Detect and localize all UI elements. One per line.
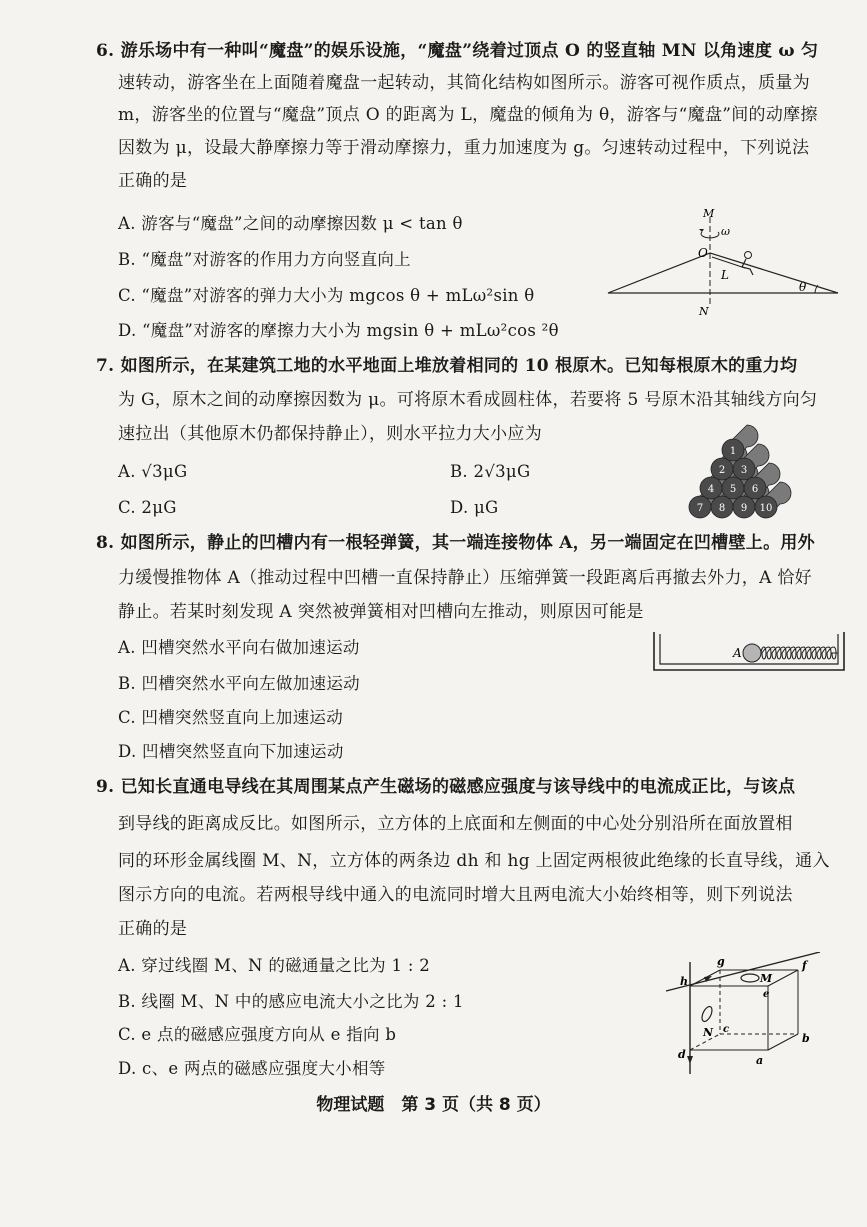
q6-line-4: 因数为 μ，设最大静摩擦力等于滑动摩擦力，重力加速度为 g。匀速转动过程中，下列说法 bbox=[118, 138, 810, 158]
log-label-7: 7 bbox=[696, 503, 704, 514]
page-footer: 物理试题 第 3 页（共 8 页） bbox=[316, 1095, 551, 1115]
q6-line-3: m，游客坐的位置与“魔盘”顶点 O 的距离为 L，魔盘的倾角为 θ，游客与“魔盘”间的动摩擦 bbox=[118, 105, 818, 125]
q6-line-2: 速转动，游客坐在上面随着魔盘一起转动，其简化结构如图所示。游客可视作质点，质量为 bbox=[118, 73, 810, 93]
q9-label-m: M bbox=[760, 972, 773, 985]
q9-line-5: 正确的是 bbox=[118, 919, 188, 939]
q8-option-a: A. 凹槽突然水平向右做加速运动 bbox=[118, 638, 360, 657]
q9-line-2: 到导线的距离成反比。如图所示，立方体的上底面和左侧面的中心处分别沿所在面放置相 bbox=[118, 814, 793, 834]
q8-line-3: 静止。若某时刻发现 A 突然被弹簧相对凹槽向左推动，则原因可能是 bbox=[118, 602, 644, 622]
q8-option-b: B. 凹槽突然水平向左做加速运动 bbox=[118, 674, 360, 693]
q6-option-b: B. “魔盘”对游客的作用力方向竖直向上 bbox=[118, 250, 411, 269]
q8-line-2: 力缓慢推物体 A（推动过程中凹槽一直保持静止）压缩弹簧一段距离后再撤去外力，A 恰好 bbox=[118, 568, 812, 588]
q7-option-b: B. 2√3μG bbox=[450, 462, 531, 481]
q7-option-d: D. μG bbox=[450, 498, 499, 517]
q6-option-a: A. 游客与“魔盘”之间的动摩擦因数 μ < tan θ bbox=[118, 214, 463, 233]
q9-line-3: 同的环形金属线圈 M、N，立方体的两条边 dh 和 hg 上固定两根彼此绝缘的长直导线，通入 bbox=[118, 851, 830, 871]
log-label-10: 10 bbox=[759, 503, 773, 514]
log-label-9: 9 bbox=[740, 503, 748, 514]
q6-line-5: 正确的是 bbox=[118, 171, 188, 191]
q9-label-a: a bbox=[756, 1054, 764, 1067]
q7-logs-figure bbox=[684, 415, 804, 523]
q8-option-d: D. 凹槽突然竖直向下加速运动 bbox=[118, 742, 344, 761]
q6-label-omega: ω bbox=[721, 225, 730, 238]
q8-label-a: A bbox=[733, 646, 742, 660]
q9-option-c: C. e 点的磁感应强度方向从 e 指向 b bbox=[118, 1025, 397, 1044]
q6-label-l: L bbox=[721, 268, 729, 282]
q9-label-f: f bbox=[802, 959, 807, 972]
q8-option-c: C. 凹槽突然竖直向上加速运动 bbox=[118, 708, 344, 727]
q8-groove-figure bbox=[650, 630, 850, 674]
q6-line-1: 6. 游乐场中有一种叫“魔盘”的娱乐设施，“魔盘”绕着过顶点 O 的竖直轴 MN 以角速度 ω 匀 bbox=[96, 41, 819, 61]
log-label-2: 2 bbox=[718, 465, 726, 476]
q6-label-o: O bbox=[698, 246, 708, 260]
q9-label-g: g bbox=[717, 955, 725, 968]
q6-label-theta: θ bbox=[799, 280, 807, 294]
q9-line-4: 图示方向的电流。若两根导线中通入的电流同时增大且两电流大小始终相等，则下列说法 bbox=[118, 885, 793, 905]
q9-line-1: 9. 已知长直通电导线在其周围某点产生磁场的磁感应强度与该导线中的电流成正比，与该点 bbox=[96, 777, 796, 797]
q9-option-a: A. 穿过线圈 M、N 的磁通量之比为 1 : 2 bbox=[118, 956, 431, 975]
q7-line-1: 7. 如图所示，在某建筑工地的水平地面上堆放着相同的 10 根原木。已知每根原木的重力均 bbox=[96, 356, 798, 376]
q7-option-a: A. √3μG bbox=[118, 462, 188, 481]
q6-label-n: N bbox=[699, 305, 709, 318]
log-label-3: 3 bbox=[740, 465, 748, 476]
q8-line-1: 8. 如图所示，静止的凹槽内有一根轻弹簧，其一端连接物体 A，另一端固定在凹槽壁上。用外 bbox=[96, 533, 815, 553]
log-label-5: 5 bbox=[729, 484, 737, 495]
q6-option-c: C. “魔盘”对游客的弹力大小为 mgcos θ + mLω²sin θ bbox=[118, 286, 535, 305]
q9-option-d: D. c、e 两点的磁感应强度大小相等 bbox=[118, 1059, 386, 1078]
q7-option-c: C. 2μG bbox=[118, 498, 177, 517]
q7-line-2: 为 G，原木之间的动摩擦因数为 μ。可将原木看成圆柱体，若要将 5 号原木沿其轴线方向匀 bbox=[118, 390, 818, 410]
log-label-6: 6 bbox=[751, 484, 759, 495]
log-label-8: 8 bbox=[718, 503, 726, 514]
q9-option-b: B. 线圈 M、N 中的感应电流大小之比为 2 : 1 bbox=[118, 992, 464, 1011]
q9-cube-figure bbox=[660, 952, 830, 1077]
q9-label-c: c bbox=[723, 1024, 730, 1035]
q9-label-h: h bbox=[680, 975, 688, 988]
q7-line-3: 速拉出（其他原木仍都保持静止），则水平拉力大小应为 bbox=[118, 424, 542, 444]
q9-label-n: N bbox=[703, 1026, 714, 1039]
q6-option-d: D. “魔盘”对游客的摩擦力大小为 mgsin θ + mLω²cos ²θ bbox=[118, 321, 559, 340]
q9-label-d: d bbox=[678, 1048, 686, 1061]
q9-label-b: b bbox=[802, 1032, 810, 1045]
q9-label-e: e bbox=[763, 989, 770, 1000]
q6-label-m: M bbox=[703, 207, 715, 220]
log-label-4: 4 bbox=[707, 484, 715, 495]
q6-magic-disk-figure bbox=[600, 205, 850, 320]
log-label-1: 1 bbox=[729, 446, 737, 457]
